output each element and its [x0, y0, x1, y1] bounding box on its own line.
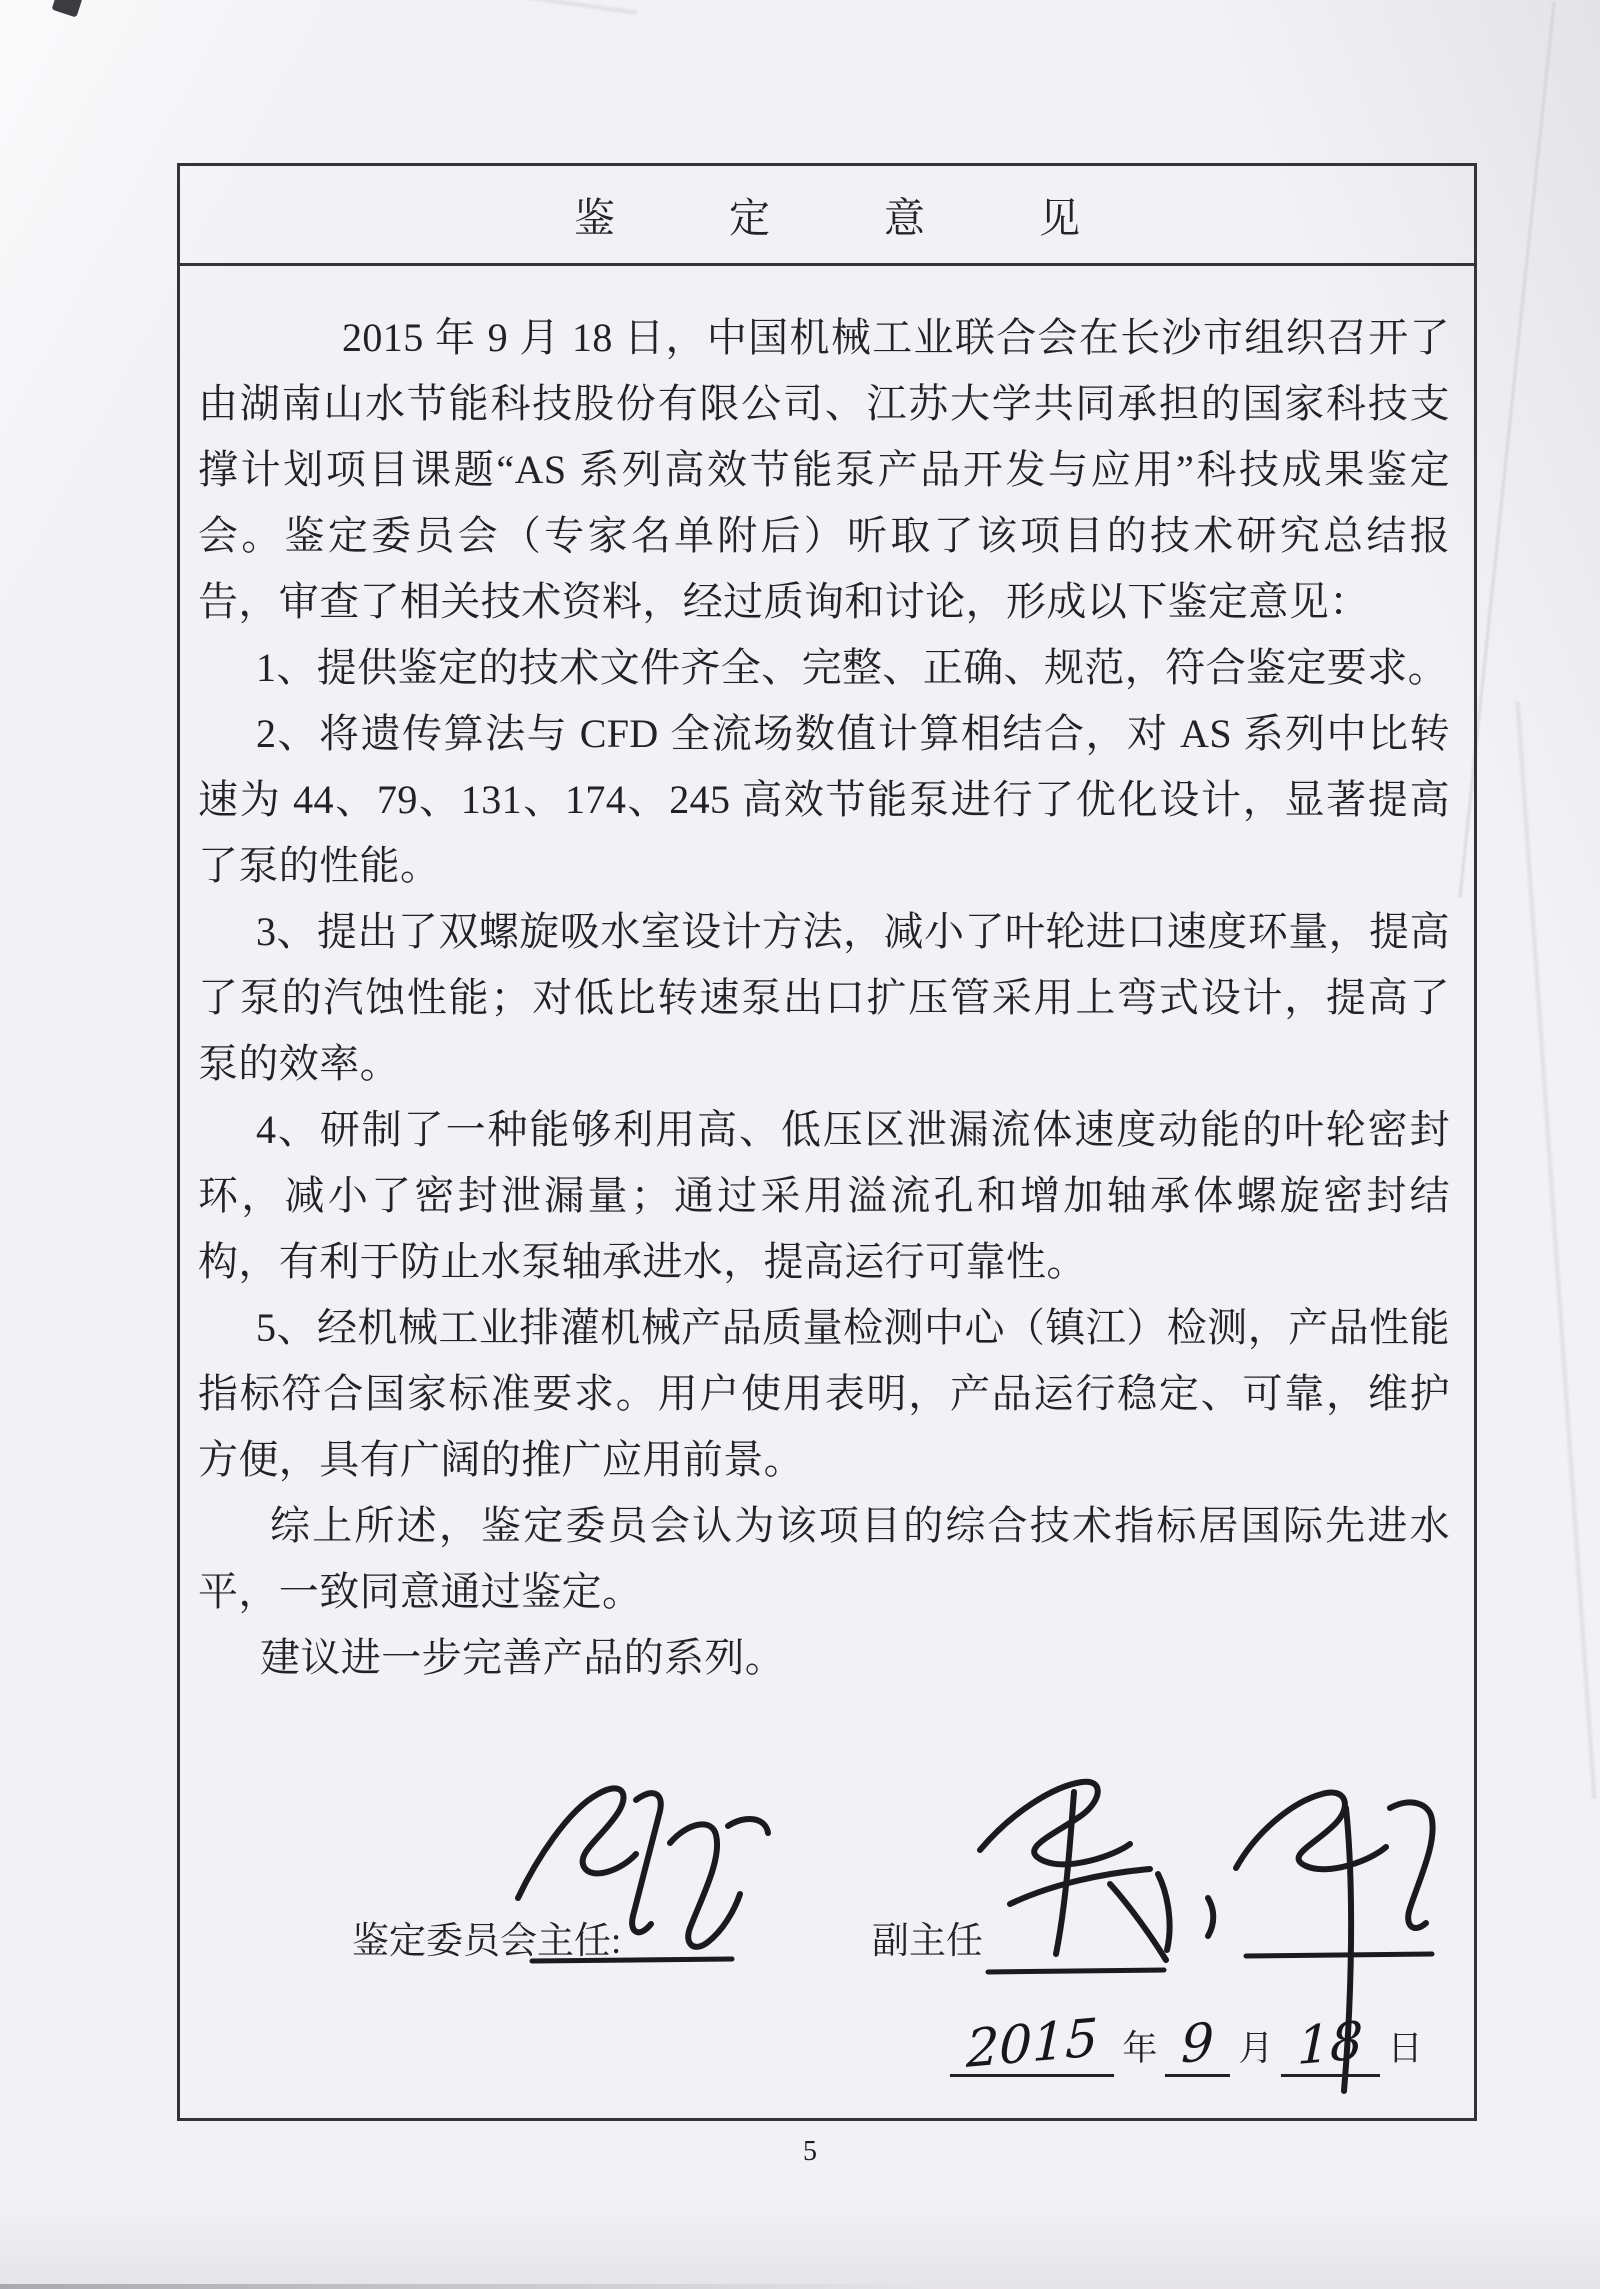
document-border-frame	[177, 163, 1477, 2121]
scan-edge-shadow	[0, 2284, 928, 2289]
date-month-handwritten: 9	[1180, 2012, 1215, 2076]
vice-chairman-signature-1	[952, 1752, 1192, 1992]
date-day-handwritten: 18	[1297, 2010, 1365, 2078]
paragraph-conclusion: 综上所述，鉴定委员会认为该项目的综合技术指标居国际先进水平，一致同意通过鉴定。	[198, 1503, 1450, 1614]
date-year-handwritten: 2015	[965, 2008, 1099, 2080]
paragraph-suggestion: 建议进一步完善产品的系列。	[260, 1635, 786, 1680]
paragraph-item-1: 1、提供鉴定的技术文件齐全、完整、正确、规范，符合鉴定要求。	[256, 645, 1448, 690]
chairman-label: 鉴定委员会主任:	[352, 1921, 622, 1962]
date-month-unit: 月	[1238, 2029, 1274, 2068]
paragraph-item-5: 5、经机械工业排灌机械产品质量检测中心（镇江）检测，产品性能指标符合国家标准要求。用户使用表明，产品运行稳定、可靠，维护方便，具有广阔的推广应用前景。	[198, 1305, 1450, 1482]
paragraph-item-4: 4、研制了一种能够利用高、低压区泄漏流体速度动能的叶轮密封环，减小了密封泄漏量；通过采用溢流孔和增加轴承体螺旋密封结构，有利于防止水泵轴承进水，提高运行可靠性。	[198, 1107, 1450, 1284]
document-title	[180, 166, 1474, 266]
page-number: 5	[803, 2136, 817, 2167]
date-day-underline	[1281, 2010, 1379, 2078]
date-day-unit: 日	[1387, 2029, 1423, 2068]
vice-chairman-label: 副主任	[872, 1921, 983, 1962]
signature-date	[950, 2008, 1600, 2080]
paper-crease	[1514, 701, 1599, 1799]
paragraph-intro: 2015 年 9 月 18 日，中国机械工业联合会在长沙市组织召开了由湖南山水节能科技股份有限公司、江苏大学共同承担的国家科技支撑计划项目课题“AS 系列高效节能泵产品开发与应用”科技成果鉴定会。鉴定委员会（专家名单附后）听取了该项目的技术研究总结报告，审查了相关技术资料，经过质询和讨论，形成以下鉴定意见：	[198, 315, 1450, 624]
title-char: 定	[729, 195, 770, 241]
date-month-underline	[1165, 2012, 1230, 2077]
date-year-unit: 年	[1122, 2029, 1158, 2068]
title-char: 意	[884, 195, 925, 241]
chairman-signature-handwriting	[500, 1766, 800, 1981]
scan-edge-mark	[52, 0, 83, 18]
paragraph-item-2: 2、将遗传算法与 CFD 全流场数值计算相结合，对 AS 系列中比转速为 44、79、131、174、245 高效节能泵进行了优化设计，显著提高了泵的性能。	[198, 711, 1450, 888]
date-year-underline	[950, 2008, 1114, 2080]
title-char: 鉴	[574, 195, 615, 241]
title-char: 见	[1039, 195, 1080, 241]
document-body	[198, 305, 1450, 1691]
paragraph-item-3: 3、提出了双螺旋吸水室设计方法，减小了叶轮进口速度环量，提高了泵的汽蚀性能；对低比转速泵出口扩压管采用上弯式设计，提高了泵的效率。	[198, 909, 1450, 1086]
paper-crease	[0, 0, 637, 17]
